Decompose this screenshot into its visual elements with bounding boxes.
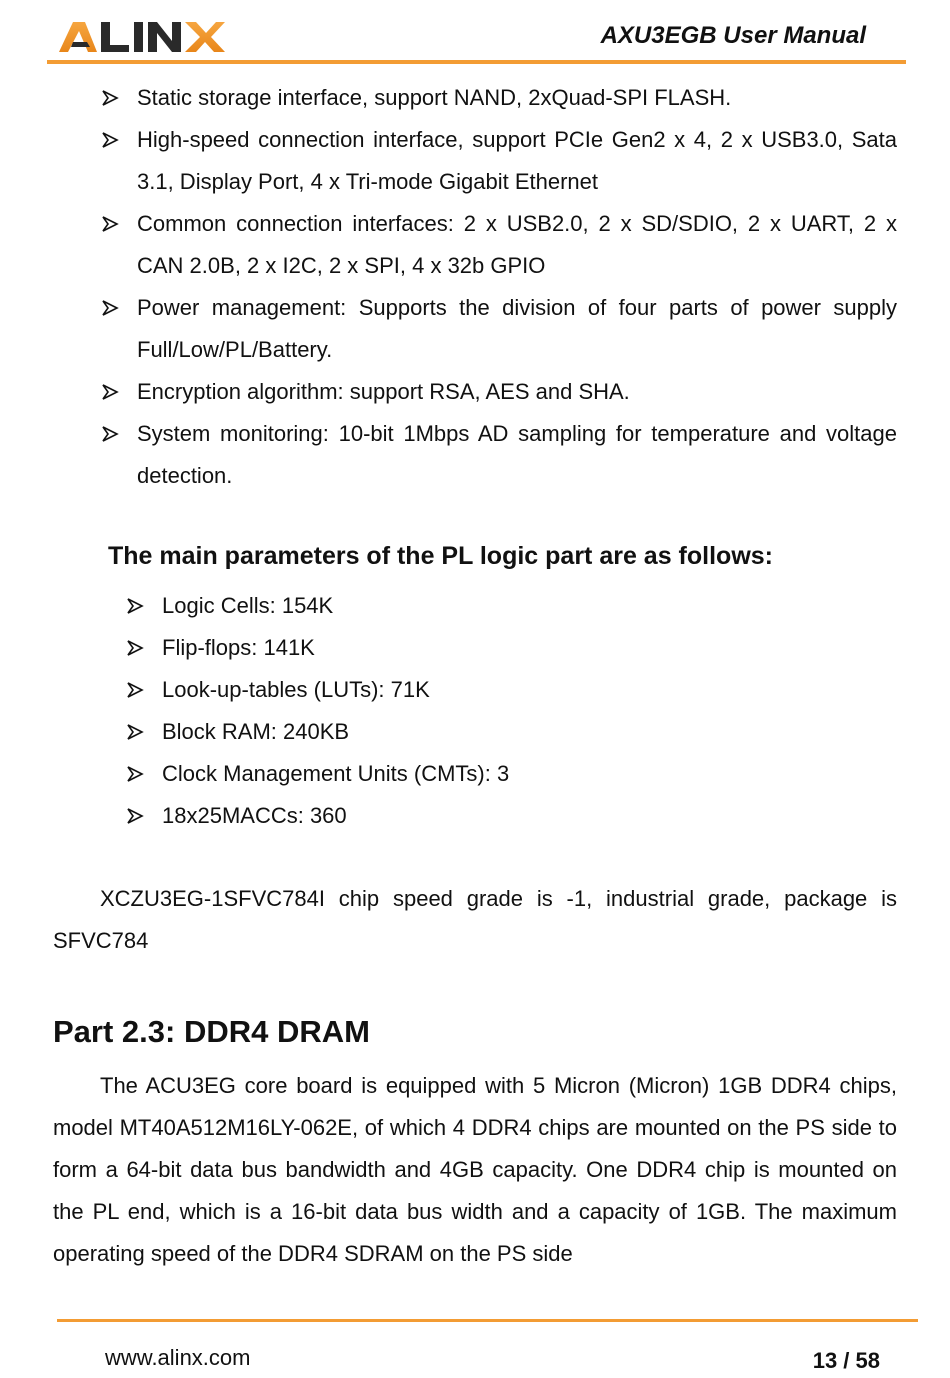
list-item <box>0 77 950 119</box>
list-item <box>0 711 950 753</box>
list-item-text: 18x25MACCs: 360 <box>162 803 347 828</box>
list-item-text: Power management: Supports the division of four parts of power supply Full/Low/PL/Battery. <box>137 295 897 362</box>
arrow-bullet-icon <box>126 627 146 669</box>
arrow-bullet-icon <box>126 753 146 795</box>
pl-parameter-list <box>0 585 950 837</box>
list-item-text: Encryption algorithm: support RSA, AES and SHA. <box>137 379 630 404</box>
footer-divider <box>57 1319 918 1322</box>
list-item <box>0 669 950 711</box>
ddr4-paragraph: The ACU3EG core board is equipped with 5 Micron (Micron) 1GB DDR4 chips, model MT40A512M16LY-062E, of which 4 DDR4 chips are mounted on the PS side to form a 64-bit data bus bandwidth and 4GB capacity. One DDR4 chip is mounted on the PL end, which is a 16-bit data bus width and a capacity of 1GB. The maximum operating speed of the DDR4 SDRAM on the PS side <box>53 1073 897 1266</box>
website-link[interactable]: www.alinx.com <box>105 1345 251 1370</box>
list-item-text: System monitoring: 10-bit 1Mbps AD sampling for temperature and voltage detection. <box>137 421 897 488</box>
arrow-bullet-icon <box>101 77 121 119</box>
list-item <box>0 287 950 371</box>
chip-grade-paragraph: XCZU3EG-1SFVC784I chip speed grade is -1, industrial grade, package is SFVC784 <box>53 886 897 953</box>
arrow-bullet-icon <box>126 669 146 711</box>
arrow-bullet-icon <box>101 203 121 245</box>
arrow-bullet-icon <box>101 371 121 413</box>
list-item-text: Clock Management Units (CMTs): 3 <box>162 761 510 786</box>
alinx-logo <box>57 14 227 60</box>
ps-feature-list <box>0 77 950 497</box>
pl-parameters-heading: The main parameters of the PL logic part are as follows: <box>108 542 773 570</box>
arrow-bullet-icon <box>101 287 121 329</box>
alinx-logo-mark <box>57 14 227 60</box>
arrow-bullet-icon <box>101 413 121 455</box>
page-number: 13 / 58 <box>812 1348 880 1373</box>
list-item <box>0 795 950 837</box>
list-item <box>0 753 950 795</box>
arrow-bullet-icon <box>101 119 121 161</box>
list-item-text: Logic Cells: 154K <box>162 593 334 618</box>
list-item <box>0 585 950 627</box>
list-item-text: Common connection interfaces: 2 x USB2.0, 2 x SD/SDIO, 2 x UART, 2 x CAN 2.0B, 2 x I2C, 2 x SPI, 4 x 32b GPIO <box>137 211 897 278</box>
list-item <box>0 371 950 413</box>
arrow-bullet-icon <box>126 711 146 753</box>
arrow-bullet-icon <box>126 795 146 837</box>
header-divider <box>47 60 906 64</box>
list-item-text: High-speed connection interface, support PCIe Gen2 x 4, 2 x USB3.0, Sata 3.1, Display Port, 4 x Tri-mode Gigabit Ethernet <box>137 127 897 194</box>
list-item-text: Static storage interface, support NAND, 2xQuad-SPI FLASH. <box>137 85 732 110</box>
document-title: AXU3EGB User Manual <box>600 22 866 49</box>
list-item-text: Flip-flops: 141K <box>162 635 315 660</box>
arrow-bullet-icon <box>126 585 146 627</box>
list-item <box>0 413 950 497</box>
list-item-text: Look-up-tables (LUTs): 71K <box>162 677 430 702</box>
list-item <box>0 203 950 287</box>
section-heading: Part 2.3: DDR4 DRAM <box>53 1014 370 1049</box>
list-item-text: Block RAM: 240KB <box>162 719 350 744</box>
list-item <box>0 627 950 669</box>
list-item <box>0 119 950 203</box>
